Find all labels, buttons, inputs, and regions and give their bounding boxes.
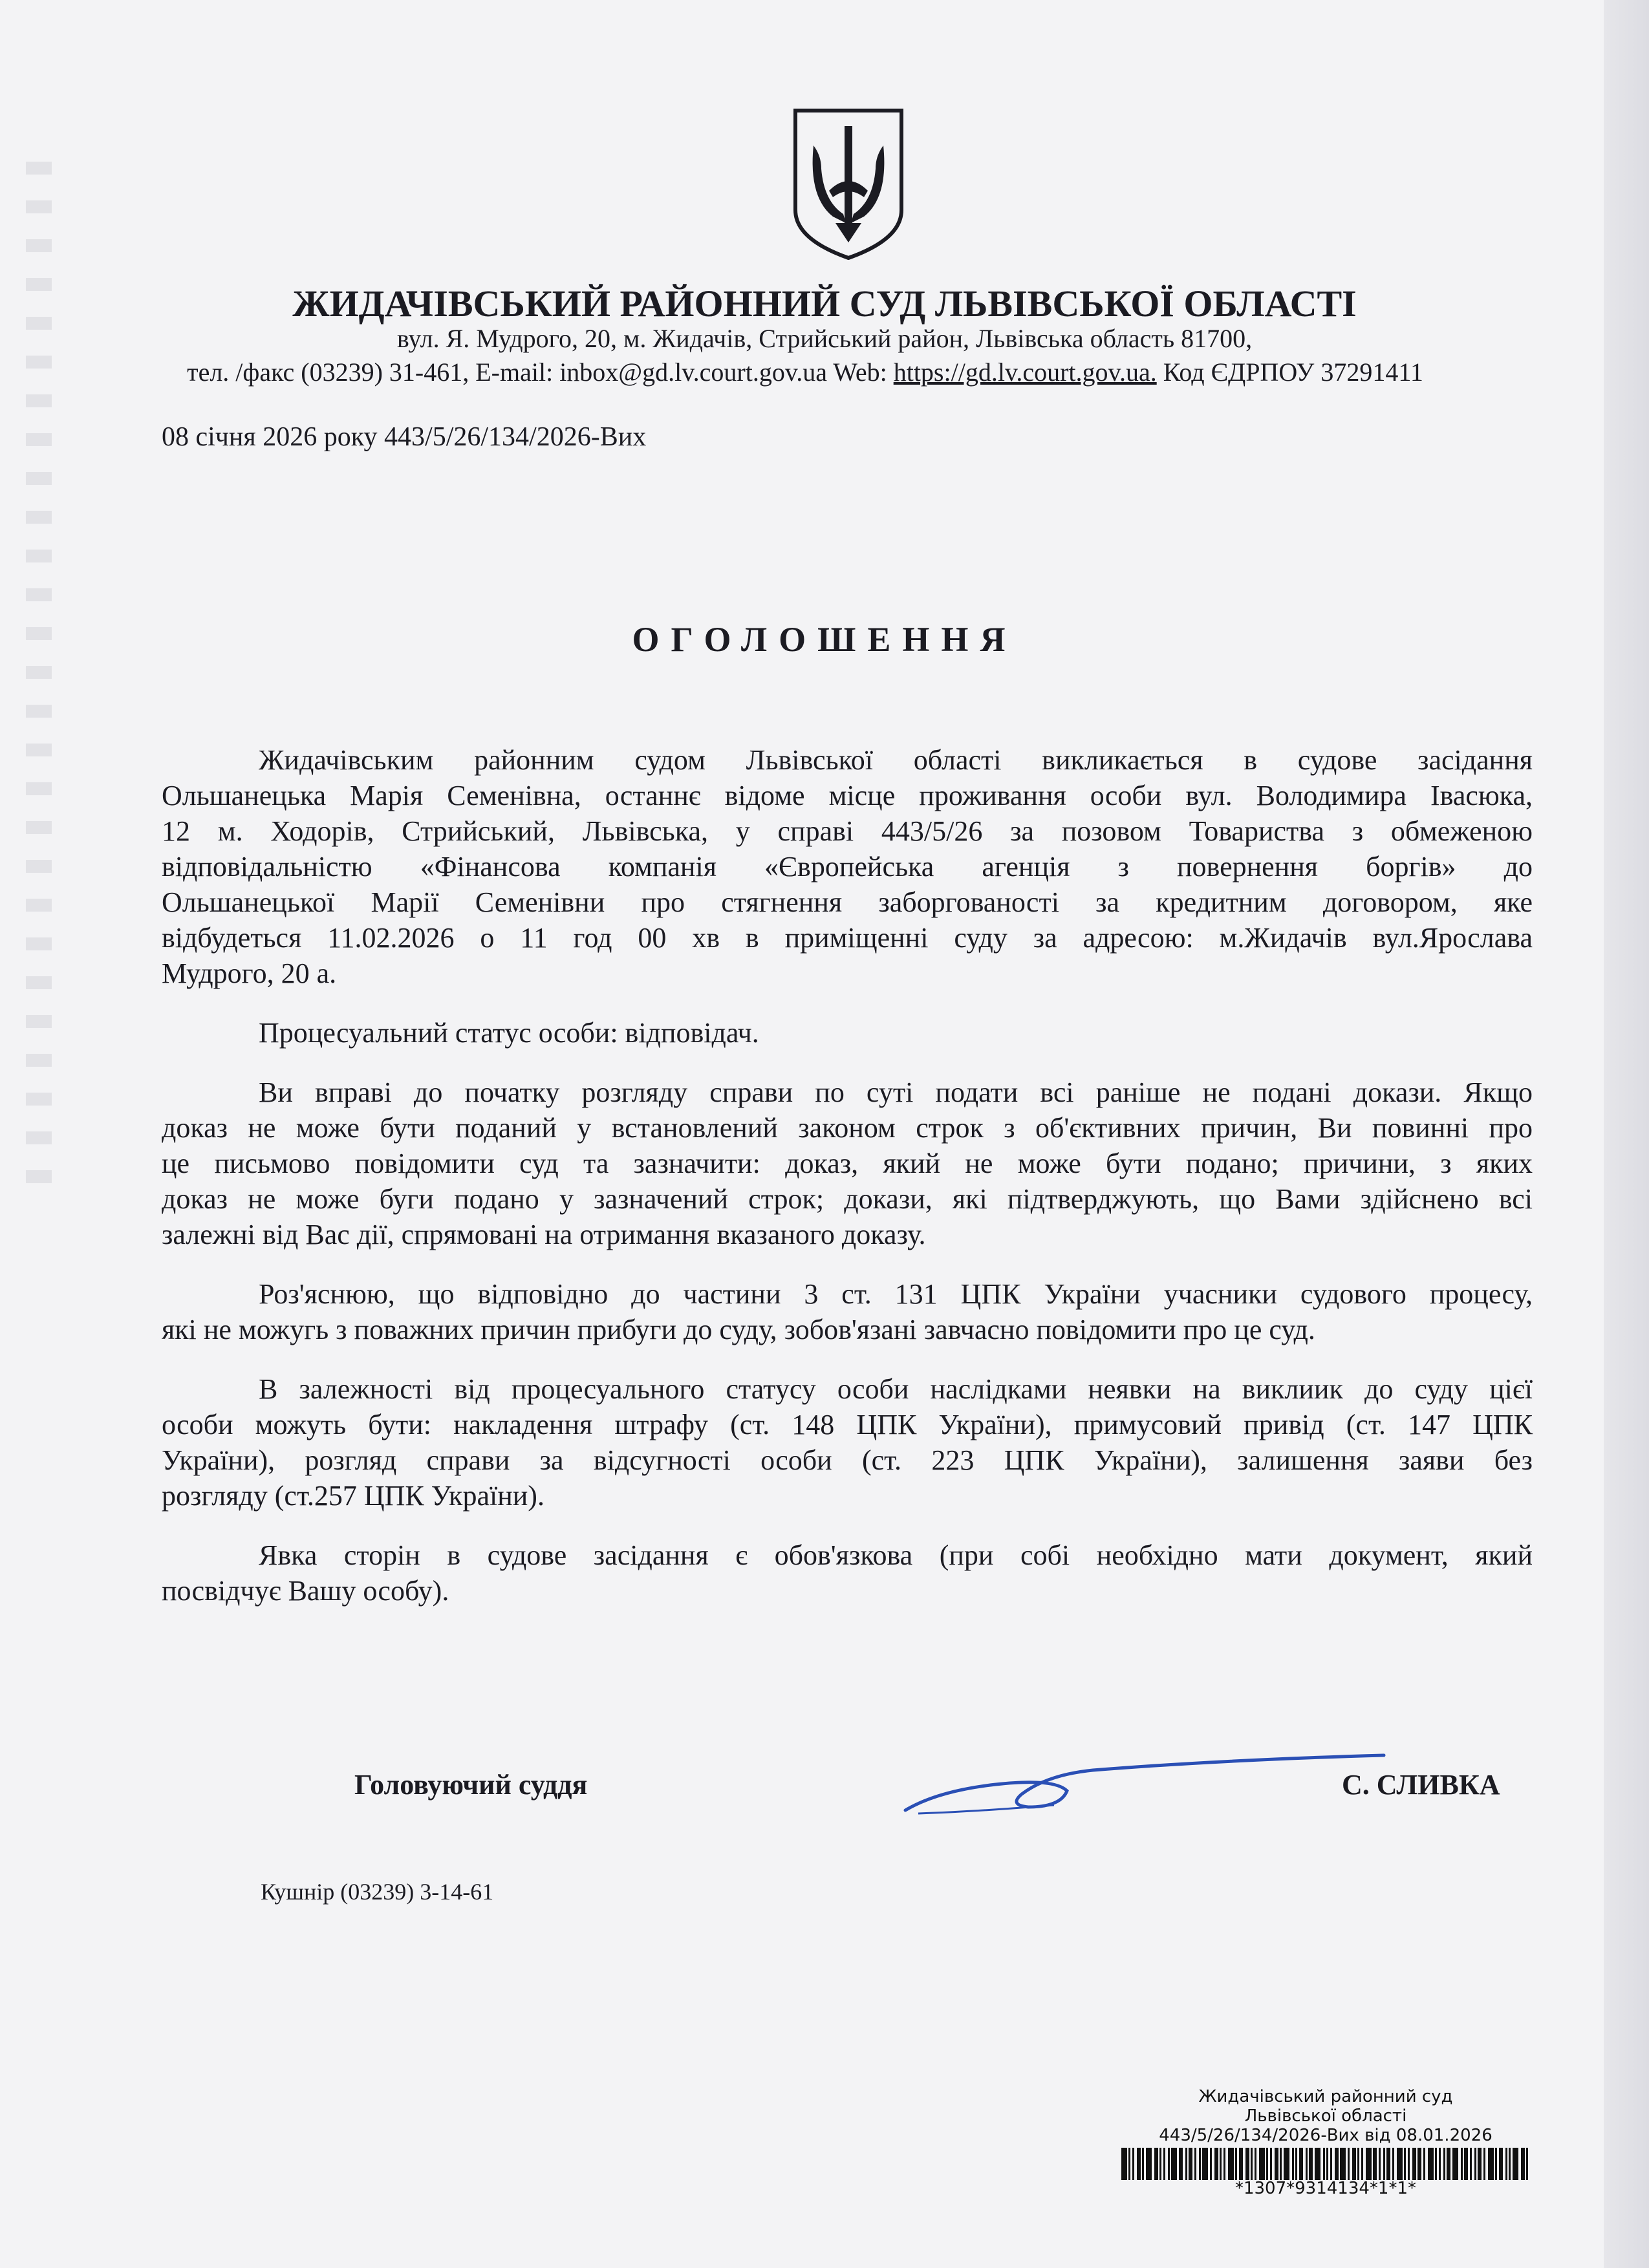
date-reference: 08 січня 2026 року 443/5/26/134/2026-Вих bbox=[162, 422, 647, 452]
text-line: Мудрого, 20 а. bbox=[162, 957, 337, 989]
barcode-bar bbox=[1146, 2148, 1152, 2180]
barcode-bar bbox=[1521, 2148, 1525, 2180]
barcode-bar bbox=[1142, 2148, 1144, 2180]
text-line: Ольшанецька Марія Семенівна, останнє відоме місце проживання особи вул. Володимира Івасюка, bbox=[162, 780, 1533, 811]
judge-position: Головуючий суддя bbox=[354, 1769, 588, 1801]
text-line: Ольшанецької Марії Семенівни про стягнення заборгованості за кредитним договором, яке bbox=[162, 886, 1533, 918]
barcode-bar bbox=[1280, 2148, 1282, 2180]
barcode-bar bbox=[1199, 2148, 1201, 2180]
document-heading: ОГОЛОШЕННЯ bbox=[632, 620, 1017, 659]
barcode-bar bbox=[1214, 2148, 1218, 2180]
barcode-bar bbox=[1499, 2148, 1503, 2180]
barcode-bar bbox=[1159, 2148, 1161, 2180]
barcode-bar bbox=[1464, 2148, 1468, 2180]
coat-of-arms-icon bbox=[790, 107, 907, 262]
text-line: Жидачівським районним судом Львівської області викликається в судове засідання bbox=[259, 744, 1533, 776]
barcode-bar bbox=[1255, 2148, 1256, 2180]
barcode-bar bbox=[1361, 2148, 1363, 2180]
barcode-bar bbox=[1132, 2148, 1134, 2180]
text-line: доказ не може бути поданий у встановлений законом строк з об'єктивних причин, Ви повинні про bbox=[162, 1112, 1533, 1144]
barcode-bar bbox=[1121, 2148, 1127, 2180]
barcode-bar bbox=[1461, 2148, 1463, 2180]
contact-info: тел. /факс (03239) 31-461, E-mail: inbox@gd.lv.court.gov.ua Web: bbox=[187, 358, 894, 387]
barcode-bar bbox=[1443, 2148, 1445, 2180]
barcode-bar bbox=[1348, 2148, 1350, 2180]
barcode-bar bbox=[1474, 2148, 1476, 2180]
barcode-bar bbox=[1357, 2148, 1359, 2180]
text-line: посвідчує Вашу особу). bbox=[162, 1575, 449, 1607]
stamp-region: Львівської області bbox=[1244, 2106, 1407, 2126]
paragraph bbox=[162, 1276, 1533, 1347]
barcode-bar bbox=[1352, 2148, 1356, 2180]
text-line: відбудеться 11.02.2026 о 11 год 00 хв в приміщенні суду за адресою: м.Жидачів вул.Ярослава bbox=[162, 922, 1533, 954]
barcode-bar bbox=[1509, 2148, 1511, 2180]
barcode-bar bbox=[1194, 2148, 1196, 2180]
website-link[interactable]: https://gd.lv.court.gov.ua. bbox=[893, 358, 1157, 387]
barcode-bar bbox=[1259, 2148, 1265, 2180]
barcode-bar bbox=[1292, 2148, 1294, 2180]
registration-stamp bbox=[1061, 2087, 1591, 2198]
barcode-bar bbox=[1128, 2148, 1130, 2180]
text-line: В залежності від процесуального статусу особи наслідками неявки на виклиик до суду цієї bbox=[259, 1373, 1533, 1405]
judge-name: С. СЛИВКА bbox=[1342, 1769, 1500, 1801]
barcode-bar bbox=[1439, 2148, 1441, 2180]
barcode-bar bbox=[1526, 2148, 1528, 2180]
court-contacts bbox=[0, 357, 1630, 387]
barcode-bar bbox=[1428, 2148, 1434, 2180]
barcode-bar bbox=[1423, 2148, 1425, 2180]
text-line: 12 м. Ходорів, Стрийський, Львівська, у справі 443/5/26 за позовом Товариства з обмеженою bbox=[162, 815, 1533, 847]
announcement-body bbox=[162, 742, 1533, 1632]
handwritten-signature bbox=[899, 1746, 1390, 1823]
barcode bbox=[1073, 2148, 1578, 2180]
text-line: залежні від Вас дії, спрямовані на отримання вказаного доказу. bbox=[162, 1219, 926, 1250]
barcode-bar bbox=[1379, 2148, 1381, 2180]
barcode-bar bbox=[1478, 2148, 1482, 2180]
barcode-bar bbox=[1295, 2148, 1297, 2180]
barcode-bar bbox=[1306, 2148, 1308, 2180]
edrpou-code: Код ЄДРПОУ 37291411 bbox=[1156, 358, 1423, 387]
barcode-bar bbox=[1299, 2148, 1303, 2180]
barcode-bar bbox=[1383, 2148, 1385, 2180]
barcode-bar bbox=[1392, 2148, 1394, 2180]
barcode-bar bbox=[1452, 2148, 1458, 2180]
court-name: ЖИДАЧІВСЬКИЙ РАЙОННИЙ СУД ЛЬВІВСЬКОЇ ОБЛАСТІ bbox=[292, 283, 1357, 325]
barcode-bar bbox=[1154, 2148, 1158, 2180]
barcode-bar bbox=[1179, 2148, 1183, 2180]
stamp-court: Жидачівський районний суд bbox=[1198, 2087, 1453, 2106]
barcode-bar bbox=[1163, 2148, 1165, 2180]
barcode-bar bbox=[1189, 2148, 1192, 2180]
barcode-bar bbox=[1408, 2148, 1410, 2180]
barcode-bar bbox=[1223, 2148, 1225, 2180]
text-line: особи можуть бути: накладення штрафу (ст. 148 ЦПК України), примусовий привід (ст. 147 ЦПК bbox=[162, 1409, 1533, 1440]
barcode-bar bbox=[1210, 2148, 1212, 2180]
barcode-text: *1307*9314134*1*1* bbox=[1234, 2179, 1417, 2198]
stamp-reference: 443/5/26/134/2026-Вих від 08.01.2026 bbox=[1159, 2126, 1493, 2145]
barcode-bar bbox=[1404, 2148, 1406, 2180]
paragraph bbox=[162, 1537, 1533, 1609]
barcode-bar bbox=[1228, 2148, 1234, 2180]
barcode-bar bbox=[1323, 2148, 1325, 2180]
barcode-bar bbox=[1340, 2148, 1346, 2180]
paragraph bbox=[162, 1371, 1533, 1514]
paragraph bbox=[162, 1075, 1533, 1252]
text-line: які не можугь з поважних причин прибуги до суду, зобов'язані завчасно повідомити про це суд. bbox=[162, 1314, 1315, 1345]
text-line: України), розгляд справи за відсугності особи (ст. 223 ЦПК України), залишення заяви без bbox=[162, 1444, 1533, 1476]
barcode-bar bbox=[1266, 2148, 1268, 2180]
barcode-bar bbox=[1505, 2148, 1507, 2180]
barcode-bar bbox=[1251, 2148, 1253, 2180]
text-line: доказ не може буги подано у зазначений строк; докази, які підтверджують, що Вами здійснено всі bbox=[162, 1183, 1533, 1215]
court-address: вул. Я. Мудрого, 20, м. Жидачів, Стрийський район, Львівська область 81700, bbox=[396, 324, 1253, 353]
barcode-bar bbox=[1185, 2148, 1187, 2180]
barcode-bar bbox=[1235, 2148, 1237, 2180]
barcode-bar bbox=[1435, 2148, 1437, 2180]
barcode-bar bbox=[1513, 2148, 1518, 2180]
barcode-bar bbox=[1220, 2148, 1222, 2180]
text-line: Процесуальний статус особи: відповідач. bbox=[259, 1017, 759, 1049]
barcode-bar bbox=[1202, 2148, 1208, 2180]
barcode-bar bbox=[1397, 2148, 1403, 2180]
barcode-bar bbox=[1168, 2148, 1170, 2180]
text-line: Явка сторін в судове засідання є обов'язкова (при собі необхідно мати документ, який bbox=[259, 1539, 1533, 1571]
barcode-bar bbox=[1335, 2148, 1339, 2180]
barcode-bar bbox=[1309, 2148, 1313, 2180]
barcode-bar bbox=[1412, 2148, 1416, 2180]
barcode-bar bbox=[1239, 2148, 1243, 2180]
barcode-bar bbox=[1315, 2148, 1320, 2180]
barcode-bar bbox=[1373, 2148, 1377, 2180]
text-line: Ви вправі до початку розгляду справи по суті подати всі раніше не подані докази. Якщо bbox=[259, 1076, 1533, 1108]
barcode-bar bbox=[1366, 2148, 1372, 2180]
barcode-bar bbox=[1284, 2148, 1289, 2180]
barcode-bar bbox=[1417, 2148, 1421, 2180]
text-line: розгляду (ст.257 ЦПК України). bbox=[162, 1480, 544, 1512]
text-line: це письмово повідомити суд та зазначити: доказ, який не може бути подано; причини, з яких bbox=[162, 1148, 1533, 1179]
barcode-bar bbox=[1137, 2148, 1141, 2180]
barcode-bar bbox=[1275, 2148, 1278, 2180]
barcode-bar bbox=[1470, 2148, 1472, 2180]
barcode-bar bbox=[1326, 2148, 1328, 2180]
barcode-bar bbox=[1488, 2148, 1494, 2180]
text-line: Роз'яснюю, що відповідно до частини 3 ст. 131 ЦПК України учасники судового процесу, bbox=[259, 1278, 1533, 1310]
barcode-bar bbox=[1171, 2148, 1177, 2180]
text-line: відповідальністю «Фінансова компанія «Європейська агенція з повернення боргів» до bbox=[162, 851, 1533, 883]
barcode-bar bbox=[1447, 2148, 1450, 2180]
executor-contact: Кушнір (03239) 3-14-61 bbox=[261, 1879, 494, 1905]
barcode-bar bbox=[1245, 2148, 1249, 2180]
barcode-bar bbox=[1483, 2148, 1485, 2180]
barcode-bar bbox=[1495, 2148, 1497, 2180]
barcode-bar bbox=[1386, 2148, 1390, 2180]
paragraph bbox=[162, 742, 1533, 991]
paragraph bbox=[162, 1015, 1533, 1051]
barcode-bar bbox=[1330, 2148, 1332, 2180]
barcode-bar bbox=[1270, 2148, 1272, 2180]
